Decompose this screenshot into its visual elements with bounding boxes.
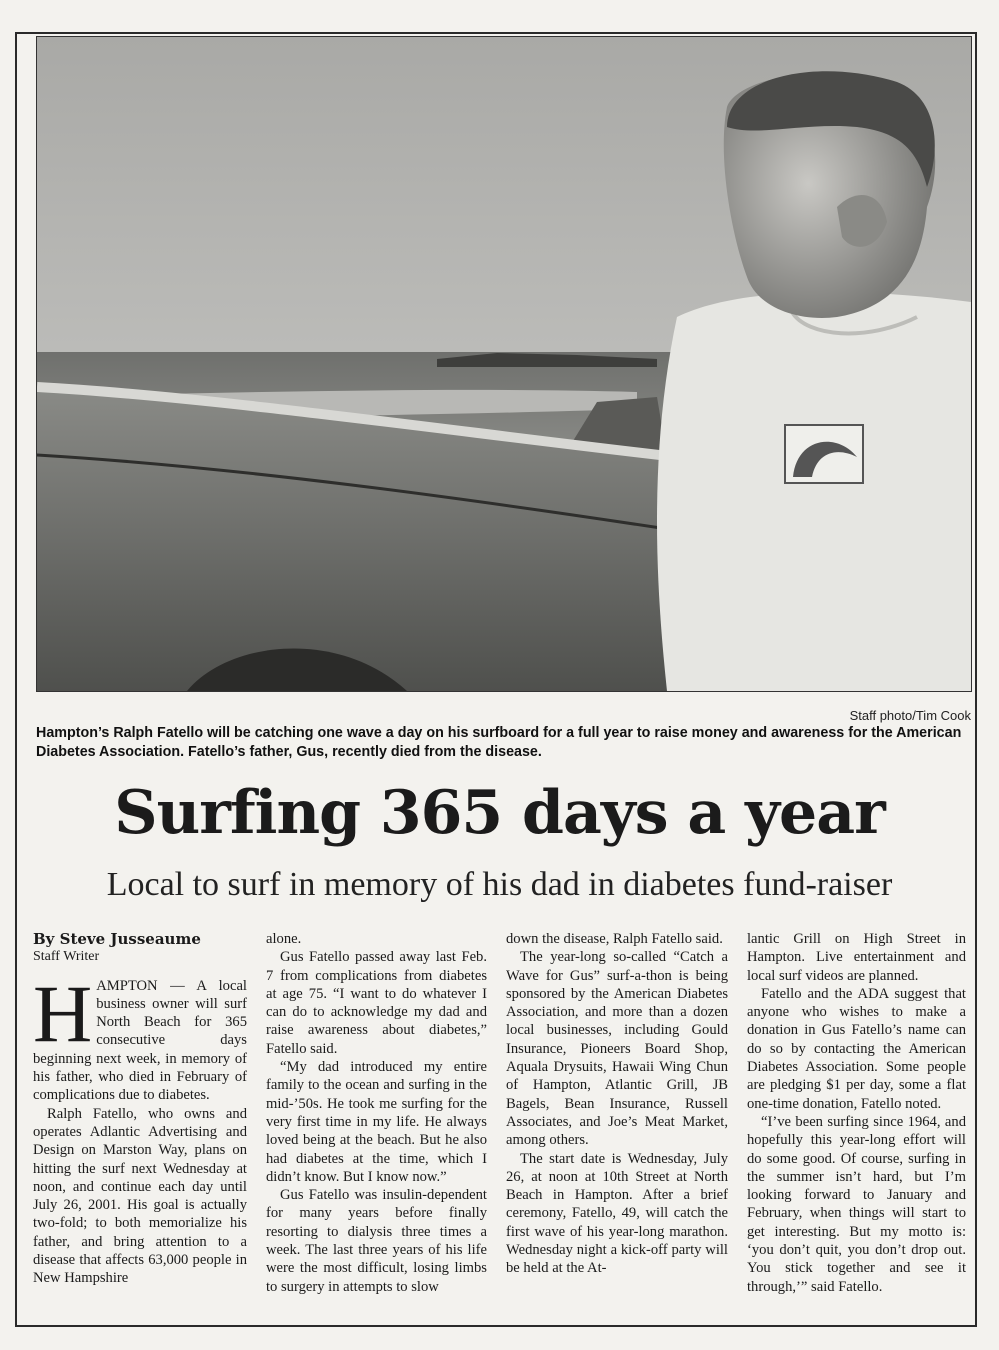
paragraph-text: AMPTON — A local business owner will surf North Beach for 365 consecutive days beginning next week, in memory of his father, who died in February of complications due to diabetes. bbox=[33, 977, 247, 1104]
photo-illustration bbox=[37, 37, 971, 691]
byline: By Steve Jusseaume bbox=[33, 930, 201, 948]
lead-paragraph bbox=[33, 967, 247, 1105]
paragraph: Ralph Fatello, who owns and operates Adlantic Advertising and Design on Marston Way, plans on hitting the surf next Wednesday at noon, and continue each day until July 26, 2001. His goal is actually two-fold; to both memorialize his father, and bring attention to a disease that affects 63,000 people in New Hampshire bbox=[33, 1105, 247, 1287]
paragraph: The year-long so-called “Catch a Wave for Gus” surf-a-thon is being sponsored by the American Diabetes Association, and more than a dozen local businesses, including Gould Insurance, Pioneers Board Shop, Aquala Drysuits, Hawaii Wing Chun of Hampton, Atlantic Grill, JB Bagels, Bean Insurance, Russell Associates, and Joe’s Meat Market, among others. bbox=[506, 949, 728, 1149]
paragraph: lantic Grill on High Street in Hampton. Live entertainment and local surf videos are planned. bbox=[747, 931, 966, 984]
byline-role: Staff Writer bbox=[33, 949, 100, 965]
paragraph: “I’ve been surfing since 1964, and hopefully this year-long effort will do some good. Of course, surfing in the summer isn’t hard, but I’m looking forward to January and February, when things will start to get interesting. But my motto is: ‘you don’t quit, you don’t drop out. You stick together and see it through,’” said Fatello. bbox=[747, 1113, 966, 1295]
photo bbox=[36, 36, 972, 692]
paragraph: alone. bbox=[266, 931, 302, 947]
subheadline: Local to surf in memory of his dad in diabetes fund-raiser bbox=[106, 866, 893, 903]
article-column-1 bbox=[33, 930, 247, 1288]
paragraph: Gus Fatello was insulin-dependent for many years before finally resorting to dialysis three times a week. The last three years of his life were the most difficult, losing limbs to surgery in attempts to slow bbox=[266, 1187, 487, 1295]
photo-credit: Staff photo/Tim Cook bbox=[849, 708, 971, 723]
paragraph: down the disease, Ralph Fatello said. bbox=[506, 931, 723, 947]
paragraph: “My dad introduced my entire family to the ocean and surfing in the mid-’50s. He took me surfing for the very first time in my life. He always loved being at the beach. But he also had diabetes at the time, which I didn’t know. But I know now.” bbox=[266, 1059, 487, 1185]
article-column-4 bbox=[747, 930, 966, 1296]
paragraph: Gus Fatello passed away last Feb. 7 from complications from diabetes at age 75. “I want to do whatever I can do to acknowledge my dad and raise awareness about diabetes,” Fatello said. bbox=[266, 949, 487, 1057]
article-column-2 bbox=[266, 930, 487, 1296]
photo-caption: Hampton’s Ralph Fatello will be catching one wave a day on his surfboard for a full year to raise money and awareness for the American Diabetes Association. Fatello’s father, Gus, recently died from the disease. bbox=[36, 725, 962, 760]
article-column-3 bbox=[506, 930, 728, 1278]
paragraph: Fatello and the ADA suggest that anyone who wishes to make a donation in Gus Fatello’s name can do so by contacting the American Diabetes Association. Some people are pledging $1 per day, some a flat one-time donation, Fatello noted. bbox=[747, 985, 966, 1112]
paragraph: The start date is Wednesday, July 26, at noon at 10th Street at North Beach in Hampton. After a brief ceremony, Fatello, 49, will catch the first wave of his year-long marathon. Wednesday night a kick-off party will be held at the At- bbox=[506, 1150, 728, 1277]
headline: Surfing 365 days a year bbox=[114, 778, 885, 848]
drop-cap: H bbox=[33, 967, 93, 1059]
